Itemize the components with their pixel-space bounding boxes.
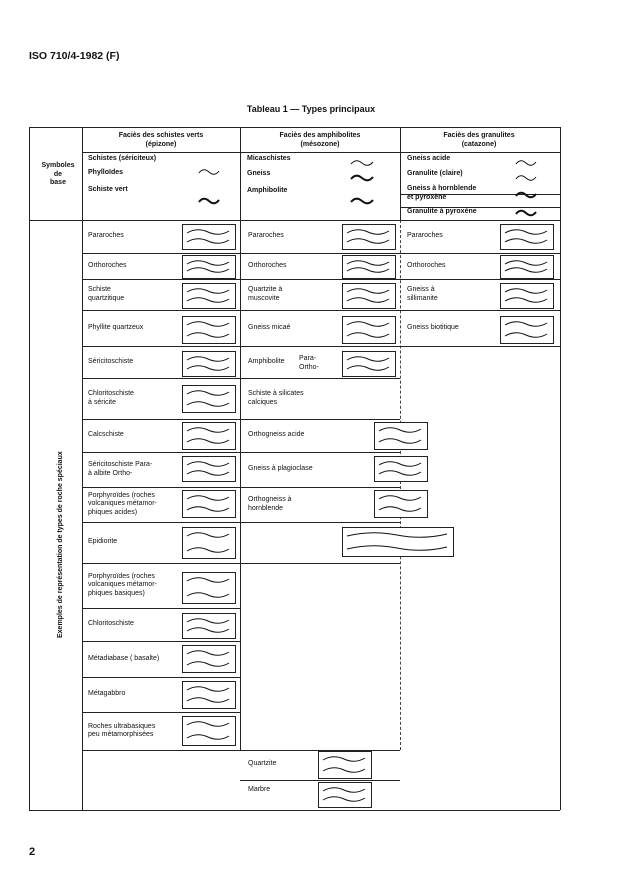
- symbol-glyph: [198, 196, 220, 206]
- symbol-glyph: [346, 265, 390, 275]
- symbol-glyph: [186, 719, 230, 729]
- symbol-glyph: [346, 295, 390, 305]
- rule: [240, 780, 400, 781]
- rule: [240, 452, 400, 453]
- table-title: Tableau 1 — Types principaux: [246, 104, 376, 114]
- column-header-granulite: Faciès des granulites (catazone): [443, 132, 515, 148]
- row-label: Porphyroïdes (roches volcaniques métamor- phiques acides): [88, 491, 157, 516]
- row-label: Orthoroches: [407, 261, 446, 269]
- row-label: Gneiss biotitique: [407, 323, 459, 331]
- symbol-glyph: [186, 590, 230, 600]
- rule: [400, 279, 560, 280]
- rule: [240, 279, 400, 280]
- base-symbol-label: Micaschistes: [247, 155, 291, 162]
- rule: [82, 563, 240, 564]
- row-label: Orthogneiss acide: [248, 431, 305, 439]
- rule: [240, 522, 400, 523]
- rule: [82, 487, 240, 488]
- base-symbol-label: Amphibolite: [247, 187, 288, 194]
- rule: [240, 346, 400, 347]
- symbol-glyph: [322, 794, 366, 804]
- row-label: Chloritoschiste: [88, 620, 134, 628]
- symbol-glyph: [186, 625, 230, 635]
- column-header-greenschist: Faciès des schistes verts (épizone): [118, 132, 204, 148]
- row-label: Amphibolite: [248, 357, 285, 365]
- rule: [82, 452, 240, 453]
- rule: [82, 419, 240, 420]
- row-label: Roches ultrabasiques peu métamorphisées: [88, 722, 156, 738]
- rule: [29, 127, 560, 128]
- row-label: Orthoroches: [248, 261, 287, 269]
- row-sublabel: Para- Ortho-: [299, 355, 319, 371]
- examples-vertical-label: Exemples de représentation de types de roche spéciaux: [57, 451, 64, 638]
- symbol-glyph: [186, 545, 230, 555]
- rule: [82, 608, 240, 609]
- rule: [240, 253, 400, 254]
- row-label: Séricitoschiste: [88, 357, 134, 365]
- symbol-glyph: [186, 530, 230, 540]
- base-symbol-label: Gneiss: [247, 170, 271, 177]
- symbol-glyph: [515, 173, 537, 183]
- symbol-glyph: [504, 319, 548, 329]
- symbol-glyph: [186, 399, 230, 409]
- rule: [400, 310, 560, 311]
- rule: [240, 127, 241, 220]
- rule: [82, 641, 240, 642]
- symbol-glyph: [350, 158, 374, 168]
- rule: [400, 220, 560, 221]
- row-label: Métagabbro: [88, 690, 126, 698]
- rule: [29, 127, 30, 810]
- rule: [240, 563, 400, 564]
- rule: [82, 522, 240, 523]
- row-label: Pararoches: [88, 232, 124, 240]
- symbol-glyph: [186, 388, 230, 398]
- column-header-amphibolite: Faciès des amphibolites (mésozone): [279, 132, 361, 148]
- base-symbol-label: Gneiss acide: [407, 155, 451, 162]
- symbol-glyph: [186, 363, 230, 373]
- row-label: Quartzite à muscovite: [248, 286, 283, 302]
- symbol-glyph: [378, 425, 422, 435]
- symbol-glyph: [504, 265, 548, 275]
- row-label: Chloritoschiste à séricite: [88, 390, 134, 406]
- row-label: Porphyroïdes (roches volcaniques métamor- phiques basiques): [88, 572, 157, 597]
- rule: [400, 346, 560, 347]
- symbol-glyph: [378, 504, 422, 514]
- rule: [240, 220, 241, 750]
- rule: [240, 487, 400, 488]
- base-symbol-label: Granulite (claire): [407, 170, 463, 177]
- base-symbol-label: Phylloïdes: [88, 169, 124, 176]
- symbol-glyph: [346, 363, 390, 373]
- rule: [82, 750, 240, 751]
- rule: [82, 279, 240, 280]
- row-label: Pararoches: [407, 232, 443, 240]
- symbol-glyph: [504, 295, 548, 305]
- row-label: Gneiss à plagioclase: [248, 465, 313, 473]
- symbol-glyph: [186, 575, 230, 585]
- dashed-divider: [400, 220, 401, 750]
- symbol-glyph: [346, 236, 390, 246]
- row-label: Schiste à silicates calciques: [248, 390, 304, 406]
- rule: [82, 253, 240, 254]
- symbol-glyph: [515, 208, 537, 218]
- symboles-de-base-label: Symboles de base: [41, 162, 75, 186]
- symbol-glyph: [198, 167, 220, 177]
- symbol-glyph: [186, 436, 230, 446]
- symbol-glyph: [515, 158, 537, 168]
- row-label: Orthogneiss à hornblende: [248, 496, 292, 512]
- symbol-glyph: [504, 236, 548, 246]
- symbol-glyph: [186, 330, 230, 340]
- rule: [240, 419, 400, 420]
- symbol-glyph: [186, 265, 230, 275]
- rule: [82, 152, 560, 153]
- symbol-glyph: [378, 436, 422, 446]
- rule: [82, 127, 83, 810]
- symbol-glyph: [186, 648, 230, 658]
- row-label: Séricitoschiste Para- à albite Ortho-: [88, 461, 153, 477]
- symbol-glyph: [186, 695, 230, 705]
- symbol-glyph: [378, 493, 422, 503]
- symbol-glyph: [186, 684, 230, 694]
- symbol-glyph: [186, 425, 230, 435]
- symbol-glyph: [346, 543, 448, 553]
- symbol-glyph: [186, 295, 230, 305]
- row-label: Métadiabase ( basalte): [88, 654, 160, 662]
- symbol-glyph: [350, 173, 374, 183]
- symbol-glyph: [186, 504, 230, 514]
- symbol-glyph: [186, 468, 230, 478]
- row-label: Epidiorite: [88, 538, 118, 546]
- row-label: Phyllite quartzeux: [88, 323, 144, 331]
- rule: [82, 346, 240, 347]
- row-label: Quartzite: [248, 760, 277, 767]
- row-label: Schiste quartzitique: [88, 286, 125, 302]
- symbol-glyph: [186, 732, 230, 742]
- base-symbol-label: Granulite à pyroxène: [407, 208, 477, 215]
- symbol-glyph: [322, 765, 366, 775]
- symbol-glyph: [186, 659, 230, 669]
- page-number: 2: [29, 846, 36, 858]
- row-label: Pararoches: [248, 232, 284, 240]
- rule: [82, 310, 240, 311]
- row-label: Orthoroches: [88, 261, 127, 269]
- symbol-glyph: [346, 330, 390, 340]
- symbol-glyph: [186, 236, 230, 246]
- rule: [82, 378, 240, 379]
- rule: [82, 220, 240, 221]
- row-label: Marbre: [248, 786, 271, 793]
- rule: [29, 810, 560, 811]
- rule: [240, 310, 400, 311]
- symbol-glyph: [346, 530, 448, 540]
- document-header: ISO 710/4-1982 (F): [29, 50, 120, 62]
- rule: [400, 253, 560, 254]
- symbol-glyph: [346, 319, 390, 329]
- symbol-glyph: [186, 493, 230, 503]
- symbol-glyph: [504, 330, 548, 340]
- base-symbol-label: Schiste vert: [88, 186, 128, 193]
- base-symbol-label: Gneiss à hornblende et pyroxène: [407, 185, 477, 201]
- row-label: Calcschiste: [88, 431, 124, 439]
- rule: [82, 712, 240, 713]
- rule: [240, 378, 400, 379]
- symbol-glyph: [350, 196, 374, 206]
- rule: [560, 127, 561, 810]
- base-symbol-label: Schistes (sériciteux): [88, 155, 157, 162]
- row-label: Gneiss à sillimanite: [407, 286, 438, 302]
- symbol-glyph: [322, 754, 366, 764]
- symbol-glyph: [515, 190, 537, 200]
- symbol-glyph: [186, 319, 230, 329]
- rule: [82, 677, 240, 678]
- row-label: Gneiss micaé: [248, 323, 291, 331]
- rule: [240, 220, 400, 221]
- symbol-glyph: [378, 468, 422, 478]
